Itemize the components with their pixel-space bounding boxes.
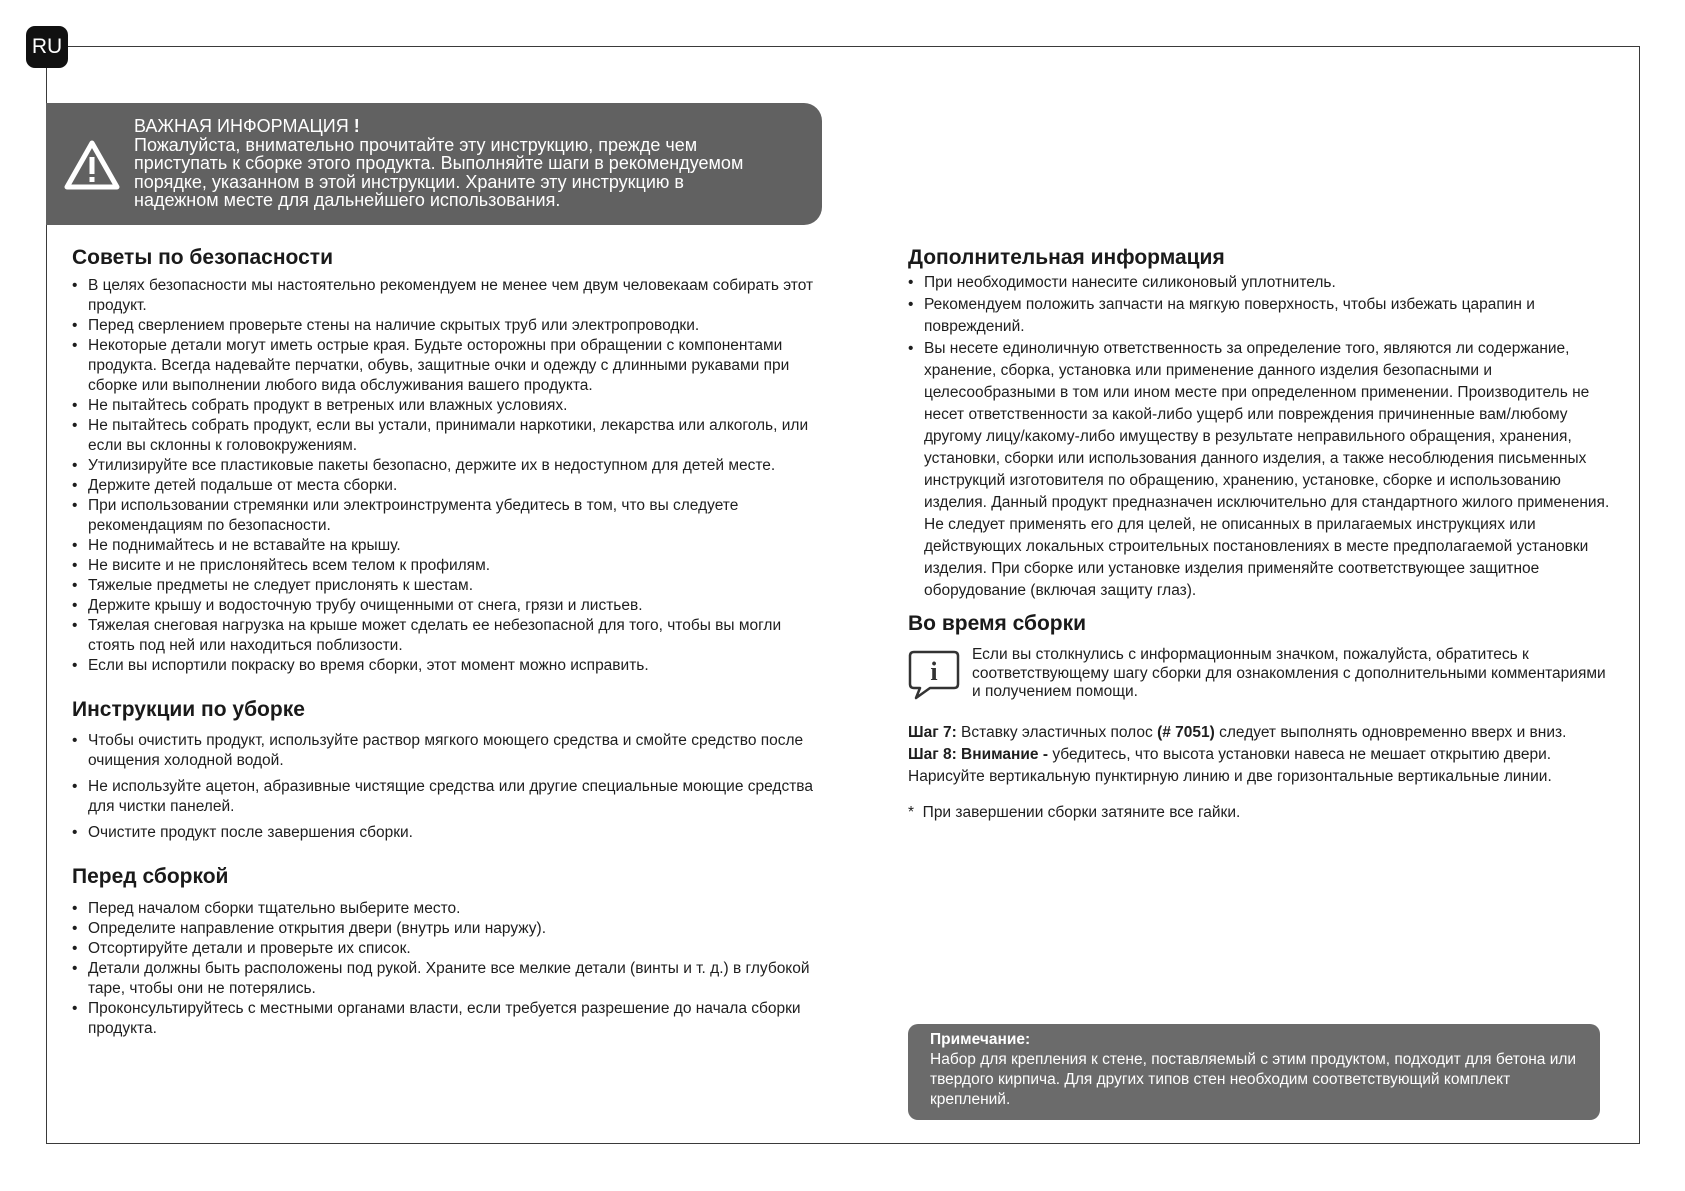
safety-list — [72, 276, 832, 676]
step-text: следует выполнять одновременно вверх и вниз. — [1214, 724, 1567, 741]
list-item: • Держите крышу и водосточную трубу очищенными от снега, грязи и листьев. — [72, 596, 832, 616]
list-item: • Перед сверлением проверьте стены на наличие скрытых труб или электропроводки. — [72, 316, 832, 336]
warning-line: порядке, указанном в этой инструкции. Храните эту инструкцию в — [134, 171, 684, 192]
info-speech-icon — [908, 648, 960, 700]
additional-heading: Дополнительная информация — [908, 246, 1225, 269]
list-item: • Определите направление открытия двери (внутрь или наружу). — [72, 919, 832, 939]
list-item: • При необходимости нанесите силиконовый уплотнитель. — [908, 272, 1628, 294]
during-heading: Во время сборки — [908, 612, 1087, 635]
right-column — [908, 246, 1628, 824]
list-item: • Вы несете единоличную ответственность за определение того, являются ли содержание, хранение, сборка, установка или применение данного изделия безопасными и целесообразными в том или ином месте при определенном применении. Производитель не несет ответственности за какой-либо ущерб или повреждения причиненные вам/любому другому лицу/какому-либо имуществу в результате неправильного обращения, хранения, установки, сборки или использования данного изделия, а также несоблюдения письменных инструкций изготовителя по обращению, хранению, установке, сборке и использованию изделия. Данный продукт предназначен исключительно для стандартного жилого применения. Не следует применять его для целей, не описанных в прилагаемых инструкциях или действующих локальных строительных постановлениях в месте предполагаемой установки изделия. При сборке или установке изделия применяйте соответствующее защитное оборудование (включая защиту глаз). — [908, 338, 1628, 602]
list-item: • Если вы испортили покраску во время сборки, этот момент можно исправить. — [72, 656, 832, 676]
language-badge: RU — [26, 26, 68, 68]
list-item: • При использовании стремянки или электроинструмента убедитесь в том, что вы следуете рекомендациям по безопасности. — [72, 496, 832, 536]
list-item: • Не пытайтесь собрать продукт, если вы устали, принимали наркотики, лекарства или алкоголь, или если вы склонны к головокружениям. — [72, 416, 832, 456]
list-item: • Рекомендуем положить запчасти на мягкую поверхность, чтобы избежать царапин и повреждений. — [908, 294, 1628, 338]
step-text: убедитесь, что высота установки навеса не мешает открытию двери. — [1048, 746, 1552, 763]
footnote-mark: * — [908, 804, 915, 821]
attention-label: Внимание - — [956, 746, 1049, 763]
info-text: Если вы столкнулись с информационным значком, пожалуйста, обратитесь к соответствующему шагу сборки для ознакомления с дополнительными комментариями и получением помощи. — [972, 646, 1606, 700]
list-item: • Перед началом сборки тщательно выберите место. — [72, 899, 832, 919]
list-item: • Чтобы очистить продукт, используйте раствор мягкого моющего средства и смойте средство после очищения холодной водой. — [72, 731, 832, 771]
draw-instruction: Нарисуйте вертикальную пунктирную линию и две горизонтальные вертикальные линии. — [908, 768, 1552, 785]
note-box — [908, 1024, 1600, 1120]
footnote — [908, 802, 1628, 824]
step-text: Вставку эластичных полос — [956, 724, 1158, 741]
list-item: • Тяжелая снеговая нагрузка на крыше может сделать ее небезопасной для того, чтобы вы могли стоять под ней или находиться поблизости. — [72, 616, 832, 656]
list-item: • Проконсультируйтесь с местными органами власти, если требуется разрешение до начала сборки продукта. — [72, 999, 832, 1039]
note-title: Примечание: — [930, 1031, 1031, 1048]
before-list — [72, 899, 832, 1039]
list-item: • Не висите и не прислоняйтесь всем телом к профилям. — [72, 556, 832, 576]
part-code: (# 7051) — [1157, 724, 1215, 741]
cleaning-heading: Инструкции по уборке — [72, 698, 305, 721]
list-item: • Некоторые детали могут иметь острые края. Будьте осторожны при обращении с компонентами продукта. Всегда надевайте перчатки, обувь, защитные очки и одежду с длинными рукавами при сборке или выполнении любого вида обслуживания вашего продукта. — [72, 336, 832, 396]
svg-text:i: i — [930, 657, 938, 686]
warning-triangle-icon — [64, 139, 120, 191]
list-item: • В целях безопасности мы настоятельно рекомендуем не менее чем двум человекаам собирать этот продукт. — [72, 276, 832, 316]
list-item: • Утилизируйте все пластиковые пакеты безопасно, держите их в недоступном для детей месте. — [72, 456, 832, 476]
safety-heading: Советы по безопасности — [72, 246, 333, 269]
list-item: • Очистите продукт после завершения сборки. — [72, 823, 832, 843]
info-note — [908, 646, 1628, 710]
important-info-banner — [46, 103, 822, 225]
warning-line: приступать к сборке этого продукта. Выполняйте шаги в рекомендуемом — [134, 153, 744, 173]
list-item: • Детали должны быть расположены под рукой. Храните все мелкие детали (винты и т. д.) в глубокой таре, чтобы они не потерялись. — [72, 959, 832, 999]
warning-line: Пожалуйста, внимательно прочитайте эту инструкцию, прежде чем — [134, 134, 698, 155]
warning-title: ВАЖНАЯ ИНФОРМАЦИЯ — [134, 116, 349, 136]
footnote-text: При завершении сборки затяните все гайки. — [922, 804, 1241, 821]
list-item: • Не используйте ацетон, абразивные чистящие средства или другие специальные моющие средства для чистки панелей. — [72, 777, 832, 817]
left-column — [72, 246, 832, 1039]
warning-line: надежном месте для дальнейшего использования. — [134, 190, 561, 210]
cleaning-list — [72, 731, 832, 843]
step-7 — [908, 722, 1628, 744]
additional-list — [908, 272, 1628, 602]
before-heading: Перед сборкой — [72, 865, 229, 888]
list-item: • Держите детей подальше от места сборки. — [72, 476, 832, 496]
note-body: Набор для крепления к стене, поставляемый с этим продуктом, подходит для бетона или твердого кирпича. Для других типов стен необходим соответствующий комплект креплений. — [930, 1051, 1577, 1108]
step-label: Шаг 8: — [908, 746, 957, 763]
warning-exclaim: ! — [353, 116, 360, 136]
step-8 — [908, 744, 1628, 766]
list-item: • Тяжелые предметы не следует прислонять к шестам. — [72, 576, 832, 596]
list-item: • Не пытайтесь собрать продукт в ветреных или влажных условиях. — [72, 396, 832, 416]
list-item: • Не поднимайтесь и не вставайте на крышу. — [72, 536, 832, 556]
list-item: • Отсортируйте детали и проверьте их список. — [72, 939, 832, 959]
step-label: Шаг 7: — [908, 724, 957, 741]
